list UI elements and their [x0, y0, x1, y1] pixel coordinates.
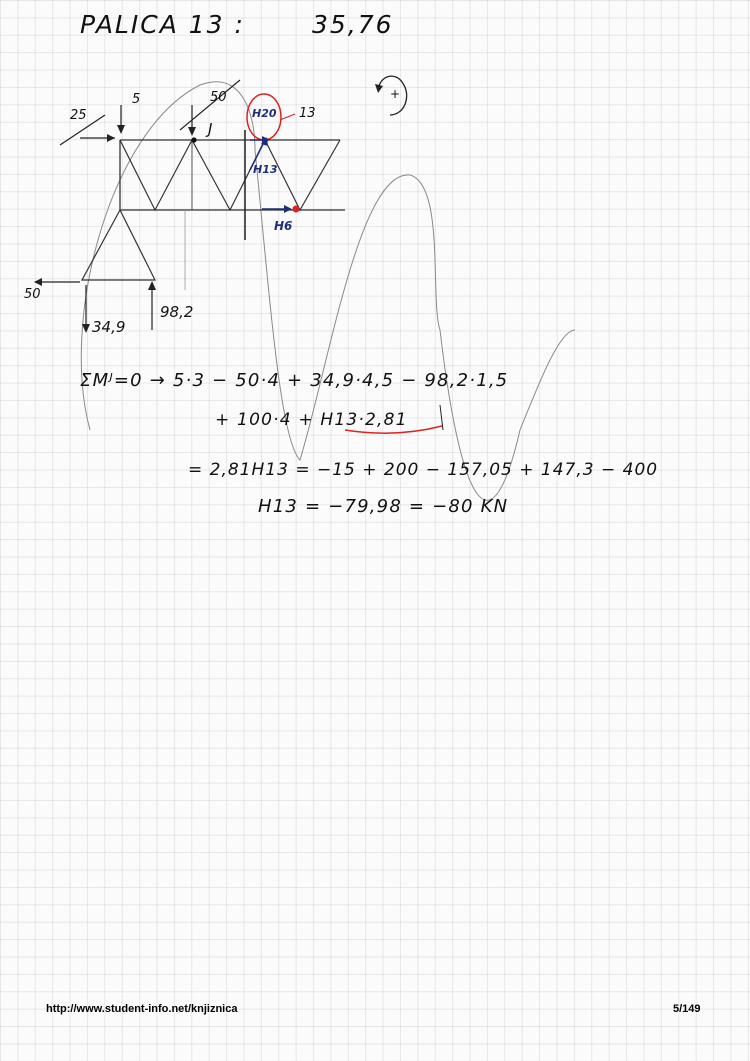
header-value: 35,76 — [312, 10, 394, 39]
footer-page-number: 5/149 — [673, 1003, 701, 1015]
label-h20: H20 — [252, 107, 277, 120]
equation-line-4: H13 = −79,98 = −80 KN — [258, 496, 509, 517]
label-rotation-sign: + — [390, 87, 401, 101]
label-joint-j: J — [208, 120, 213, 138]
label-reaction-34-9: 34,9 — [92, 318, 126, 336]
equation-line-2: + 100·4 + H13·2,81 — [215, 410, 408, 430]
equation-line-1: ΣMᴶ=0 → 5·3 − 50·4 + 34,9·4,5 − 98,2·1,5 — [80, 370, 509, 391]
label-load-50-top: 50 — [210, 90, 227, 105]
label-h6: H6 — [274, 219, 293, 233]
label-h13: H13 — [253, 163, 278, 176]
footer-url[interactable]: http://www.student-info.net/knjiznica — [46, 1003, 238, 1015]
equation-line-3: = 2,81H13 = −15 + 200 − 157,05 + 147,3 − 400 — [188, 460, 659, 480]
label-reaction-98-2: 98,2 — [160, 303, 194, 321]
label-load-25: 25 — [70, 108, 87, 123]
truss-diagonals — [120, 140, 340, 210]
label-member-13: 13 — [299, 106, 316, 121]
header-title: PALICA 13 : — [80, 10, 245, 39]
h6-red-dot — [293, 206, 300, 213]
support-triangle — [82, 210, 155, 280]
label-load-50-left: 50 — [24, 287, 41, 302]
pencil-curve — [81, 82, 575, 501]
joint-j-dot — [191, 137, 196, 142]
label-load-5: 5 — [132, 92, 141, 107]
